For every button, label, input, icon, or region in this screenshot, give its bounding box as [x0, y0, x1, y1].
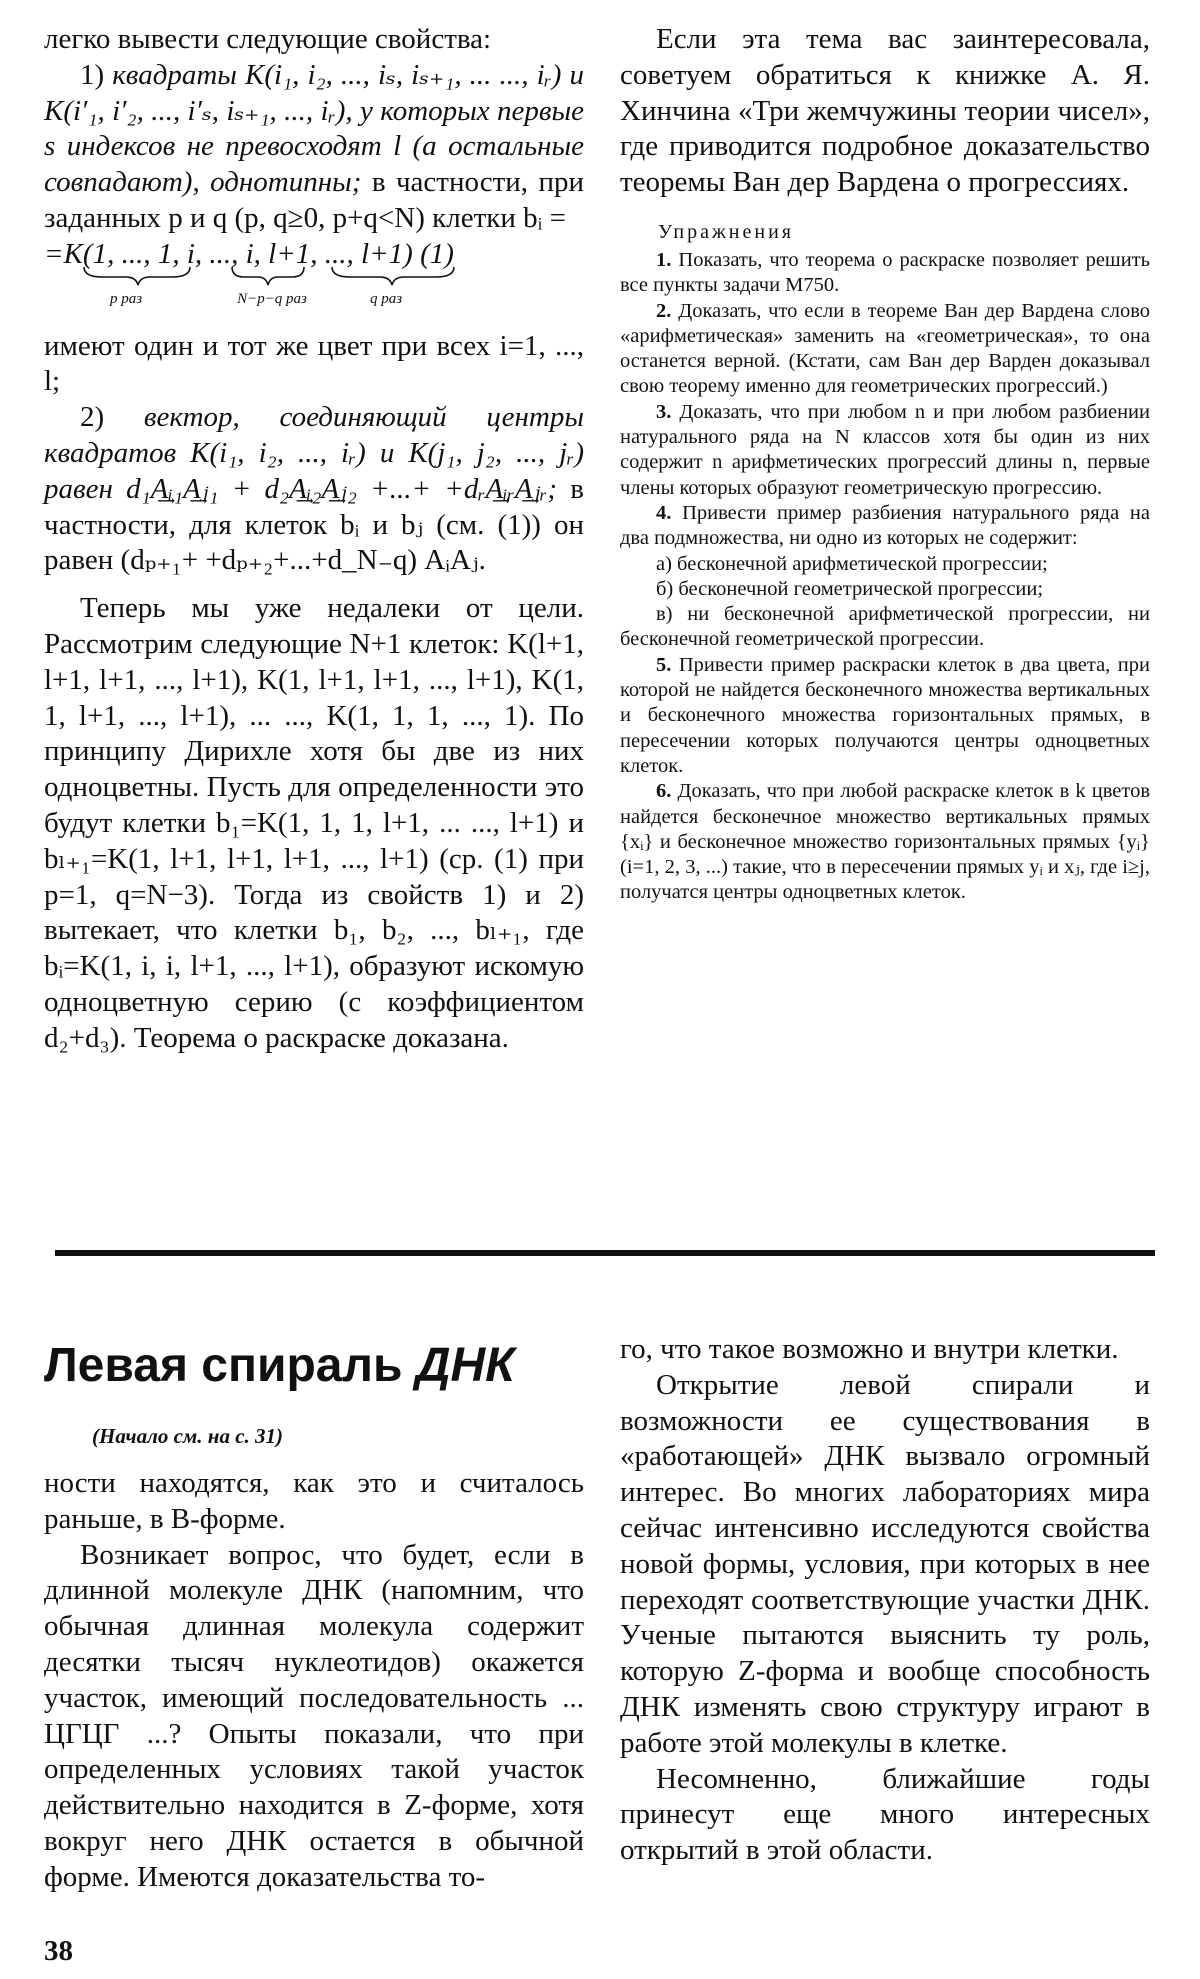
brace-graphics: [44, 263, 464, 293]
exercise-3-number: 3.: [656, 400, 672, 423]
exercise-2-text: Доказать, что если в теореме Ван дер Вардена слово «арифметическая» заменить на «геометрическая», то она останется верной. (Кстати, сам Ван дер Варден доказывал свою теорему именно для геометрических прогрессий.): [620, 299, 1150, 398]
formula-1-braces: [44, 271, 584, 329]
property-1: [44, 58, 584, 237]
article-title-dnk: ДНК: [415, 1339, 515, 1392]
brace-label-n: N−p−q раз: [237, 290, 307, 307]
property-2-detail: в частности, для клеток bᵢ и bⱼ (см. (1)) он равен (dₚ₊₁+ +dₚ₊₂+...+d_N₋q) AᵢAⱼ.: [44, 472, 584, 577]
exercise-5-number: 5.: [656, 653, 672, 676]
exercise-1-number: 1.: [656, 248, 672, 271]
article-paragraph-4: Открытие левой спирали и возможности ее существования в «работающей» ДНК вызвало огромный интерес. Во многих лабораториях мира сейчас интенсивно исследуются свойства новой формы, условия, при которых в нее переходят соответствующие участки ДНК. Ученые пытаются выяснить ту роль, которую Z-форма и вообще способность ДНК изменять свою структуру играют в работе этой молекулы в клетке.: [620, 1368, 1150, 1759]
exercise-4-text: Привести пример разбиения натурального ряда на два подмножества, ни одно из которых не содержит:: [620, 501, 1150, 550]
article-paragraph-1: ности находятся, как это и считалось раньше, в B-форме.: [44, 1467, 584, 1535]
page-number: 38: [44, 1935, 73, 1967]
exercise-4c: в) ни бесконечной арифметической прогрессии, ни бесконечной геометрической прогрессии.: [620, 603, 1150, 651]
property-1-math: квадраты K(i₁, i₂, ..., iₛ, iₛ₊₁, ... ..., iᵣ) и K(i′₁, i′₂, ..., i′ₛ, iₛ₊₁, ..., iᵣ),: [44, 58, 584, 127]
article-paragraph-3: го, что такое возможно и внутри клетки.: [620, 1333, 1119, 1365]
continued-note: (Начало см. на с. 31): [92, 1424, 284, 1448]
exercise-4b: б) бесконечной геометрической прогрессии;: [656, 577, 1044, 600]
exercise-5-text: Привести пример раскраски клеток в два цвета, при которой не найдется бесконечного множества вертикальных и бесконечного множества горизонтальных прямых, в пересечении которых получаются центры одноцветных клеток.: [620, 653, 1150, 777]
article-title: [44, 1336, 515, 1396]
article-right-column: [620, 1332, 1150, 1869]
property-2-number: 2): [80, 401, 144, 434]
article-paragraph-2: Возникает вопрос, что будет, если в длинной молекуле ДНК (напомним, что обычная длинная молекула содержит десятки тысяч нуклеотидов) окажется участок, имеющий последовательность ... ЦГЦГ ...? Опыты показали, что при определенных условиях такой участок действительно находится в Z-форме, хотя вокруг него ДНК остается в обычной форме. Имеются доказательства то-: [44, 1538, 584, 1893]
exercise-1: [620, 248, 1150, 299]
property-2: [44, 400, 584, 579]
property-2-statement: вектор, соединяющий центры квадратов K(i₁, i₂, ..., iᵣ) и K(j₁, j₂, ..., jᵣ) равен d₁A͢ᵢ₁A͢ⱼ₁ + d₂A͢ᵢ₂A͢ⱼ₂ +...+ +dᵣA͢ᵢᵣA͢ⱼᵣ;: [44, 401, 584, 505]
book-recommendation: Если эта тема вас заинтересовала, советуем обратиться к книжке А. Я. Хинчина «Три жемчужины теории чисел», где приводится подробное доказательство теоремы Ван дер Вардена о прогрессиях.: [620, 23, 1150, 199]
brace-n: [232, 267, 304, 285]
proof-paragraph: Теперь мы уже недалеки от цели. Рассмотрим следующие N+1 клеток: K(l+1, l+1, l+1, ..., l+1), K(1, l+1, l+1, ..., l+1), K(1, 1, l+1, ..., l+1), ... ..., K(1, 1, 1, ..., 1). По принципу Дирихле хотя бы две из них одноцветны. Пусть для определенности это будут клетки b₁=K(1, 1, 1, l+1, ... ..., l+1) и bₗ₊₁=K(1, l+1, l+1, l+1, ..., l+1) (ср. (1) при p=1, q=N−3). Тогда из свойств 1) и 2) вытекает, что клетки b₁, b₂, ..., bₗ₊₁, где bᵢ=K(1, i, i, l+1, ..., l+1), образуют искомую одноцветную серию (с коэффициентом d₂+d₃). Теорема о раскраске доказана.: [44, 592, 584, 1054]
exercise-4a: а) бесконечной арифметической прогрессии;: [656, 552, 1048, 575]
property-1-condition: в частности, при заданных p и q (p, q≥0, p+q<N) клетки bᵢ =: [44, 166, 584, 234]
top-right-column: [620, 22, 1150, 906]
article-paragraph-5: Несомненно, ближайшие годы принесут еще много интересных открытий в этой области.: [620, 1762, 1150, 1867]
exercise-2-number: 2.: [656, 299, 672, 322]
exercise-5: [620, 653, 1150, 779]
exercise-3: [620, 400, 1150, 501]
brace-label-p: p раз: [110, 290, 143, 307]
exercise-2: [620, 299, 1150, 400]
top-left-column: [44, 22, 584, 1057]
property-1-number: 1): [80, 58, 113, 91]
brace-p: [84, 267, 190, 285]
exercise-6: [620, 779, 1150, 905]
brace-label-q: q раз: [370, 290, 403, 307]
exercises-heading: Упражнения: [658, 220, 794, 243]
section-divider: [55, 1250, 1155, 1256]
property-1-end: имеют один и тот же цвет при всех i=1, ..., l;: [44, 329, 584, 398]
exercise-3-text: Доказать, что при любом n и при любом разбиении натурального ряда на N классов хотя бы один из них содержит n арифметических прогрессий длины n, первые члены которых образуют геометрическую прогрессию.: [620, 400, 1150, 499]
exercise-4: [620, 501, 1150, 552]
exercise-6-text: Доказать, что при любой раскраске клеток в k цветов найдется бесконечное множество вертикальных прямых {xᵢ} и бесконечное множество горизонтальных прямых {yᵢ} (i=1, 2, 3, ...) такие, что в пересечении прямых yᵢ и xⱼ, где i≥j, получатся центры одноцветных клеток.: [620, 780, 1150, 904]
article-title-main: Левая спираль: [44, 1339, 416, 1392]
exercises-list: [620, 248, 1150, 906]
exercise-1-text: Показать, что теорема о раскраске позволяет решить все пункты задачи М750.: [620, 248, 1150, 297]
article-left-column: [44, 1466, 584, 1896]
brace-q: [332, 267, 454, 285]
exercise-4-number: 4.: [656, 501, 672, 524]
property-1-statement: у которых первые s индексов не превосходят l (а остальные совпадают), однотипны;: [44, 94, 585, 199]
formula-1: =K(1, ..., 1, i, ..., i, l+1, ..., l+1) (1): [44, 237, 454, 270]
intro-line: легко вывести следующие свойства:: [44, 23, 492, 55]
exercise-6-number: 6.: [656, 780, 672, 803]
